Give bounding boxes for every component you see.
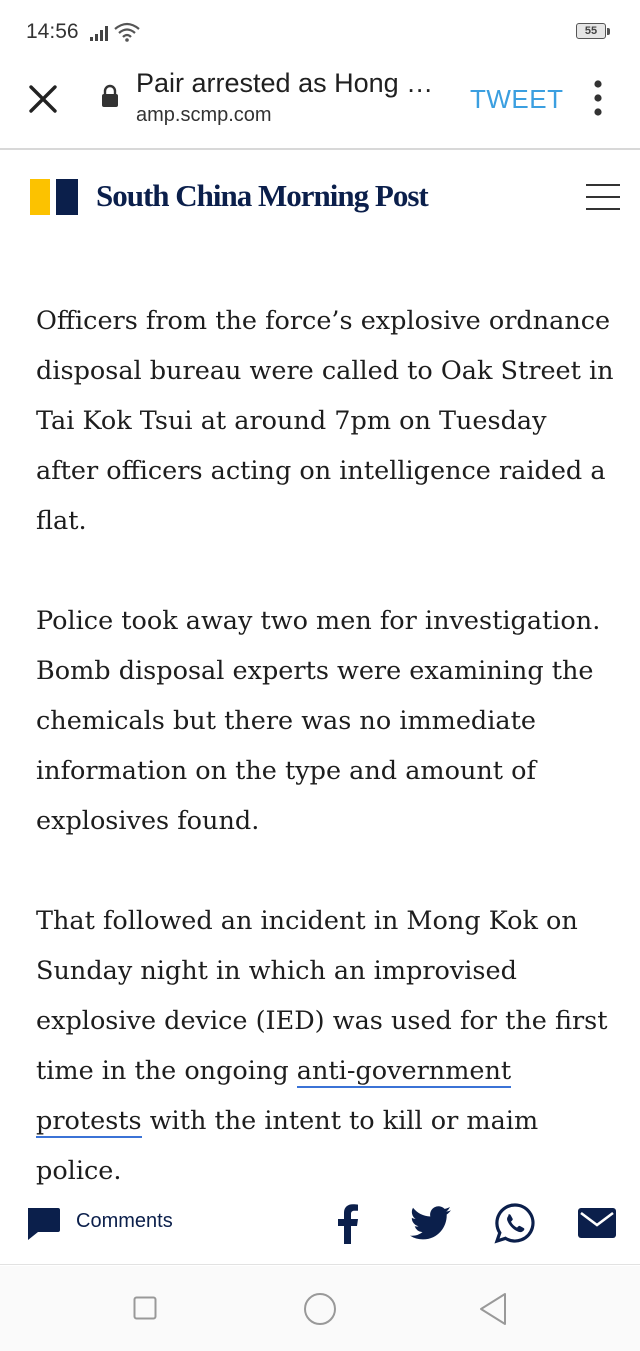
battery-level: 55 [584, 25, 598, 37]
article-paragraph: Police took away two men for investigation. Bomb disposal experts were examining the chemicals but there was no immediate information on the type and amount of explosives found. [36, 606, 601, 836]
status-bar [0, 0, 640, 62]
close-icon[interactable] [26, 82, 60, 116]
comments-button[interactable]: Comments [76, 1210, 173, 1232]
paragraph-text: That followed an incident in Mong Kok on Sunday night in which an improvised explosive device (IED) was used for the first time in the ongoing [36, 906, 608, 1086]
article-paragraph [36, 896, 616, 1196]
signal-icon [90, 25, 110, 41]
back-icon[interactable] [478, 1292, 508, 1326]
twitter-icon[interactable] [410, 1206, 452, 1242]
share-bar [0, 1188, 640, 1265]
home-icon[interactable] [303, 1292, 337, 1326]
article-body [36, 296, 616, 1246]
facebook-icon[interactable] [336, 1204, 360, 1244]
status-time: 14:56 [26, 20, 79, 43]
menu-icon[interactable] [586, 182, 622, 212]
paragraph-text: with the intent to kill or maim police. [36, 1106, 539, 1186]
page-url[interactable]: amp.scmp.com [136, 104, 272, 126]
scmp-logo-icon[interactable] [30, 179, 78, 215]
lock-icon [100, 84, 120, 108]
recent-apps-icon[interactable] [133, 1296, 157, 1320]
article-paragraph: Officers from the force’s explosive ordnance disposal bureau were called to Oak Street in Tai Kok Tsui at around 7pm on Tuesday after officers acting on intelligence raided a flat. [36, 306, 614, 536]
system-nav-bar [0, 1266, 640, 1351]
mail-icon[interactable] [578, 1208, 616, 1238]
whatsapp-icon[interactable] [494, 1202, 536, 1244]
page-title: Pair arrested as Hong … [136, 68, 434, 98]
site-header [0, 150, 640, 250]
more-vertical-icon[interactable] [588, 78, 608, 118]
tweet-button[interactable]: TWEET [470, 84, 564, 114]
wifi-icon [114, 22, 140, 42]
battery-icon [576, 23, 612, 41]
anti-government-protests-link[interactable]: anti-government protests [36, 1056, 512, 1136]
site-brand[interactable]: South China Morning Post [96, 178, 428, 213]
browser-toolbar [0, 62, 640, 150]
comments-icon[interactable] [24, 1204, 62, 1244]
